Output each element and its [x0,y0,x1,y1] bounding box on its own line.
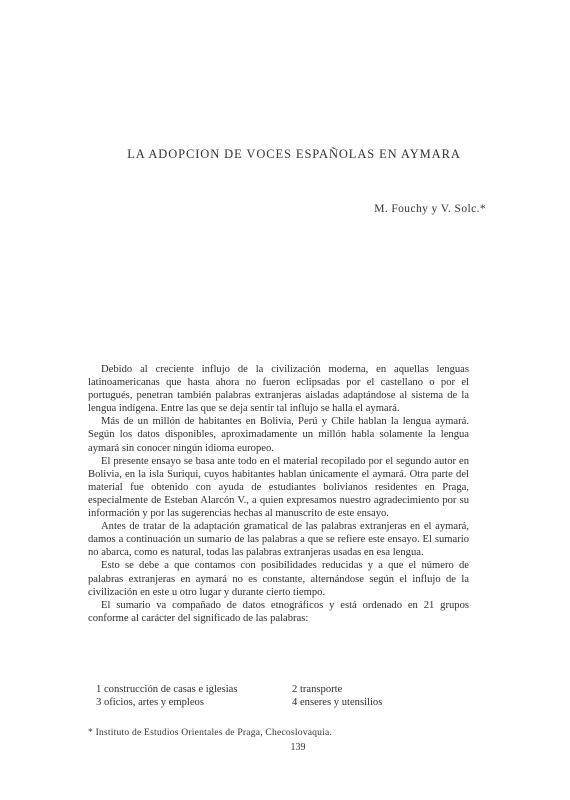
group-list [96,684,426,709]
article-body [88,363,469,625]
paragraph: Antes de tratar de la adaptación gramatical de las palabras extranjeras en el aymará, damos a continuación un sumario de las palabras a que se refiere este ensayo. El sumario no abarca, como es natural, todas las palabras extranjeras usadas en esa lengua. [88,521,469,559]
list-item: 1 construcción de casas e iglesias [96,684,238,695]
paragraph: El sumario va compañado de datos etnográficos y está ordenado en 21 grupos conforme al carácter del significado de las palabras: [88,599,469,624]
list-item: 3 oficios, artes y empleos [96,696,204,708]
article-authors: M. Fouchy y V. Solc.* [374,203,486,215]
article-title: LA ADOPCION DE VOCES ESPAÑOLAS EN AYMARA [127,147,461,161]
paragraph: Más de un millón de habitantes en Bolivia, Perú y Chile hablan la lengua aymará. Según los datos disponibles, aproximadamente un millón habla solamente la lengua aymará sin conocer ningún idioma europeo. [88,416,469,454]
paragraph: Debido al creciente influjo de la civilización moderna, en aquellas lenguas latinoamericanas que hasta ahora no fueron eclipsadas por el castellano o por el portugués, penetran también palabras extranjeras aisladas adaptándose al sistema de la lengua indígena. Entre las que se deja sentir tal influjo se halla el aymará. [88,364,469,415]
list-row [96,697,426,710]
paragraph: El presente ensayo se basa ante todo en el material recopilado por el segundo autor en Bolivia, en la isla Suriqui, cuyos habitantes hablan únicamente el aymará. Otra parte del material fue obtenido con ayuda de estudiantes bolivianos residentes en Praga, especialmente de Esteban Alarcón V., a quien expresamos nuestro agradecimiento por su información y por las sugerencias hechas al manuscrito de este ensayo. [88,455,469,520]
list-item: 2 transporte [292,684,343,695]
paragraph: Esto se debe a que contamos con posibilidades reducidas y a que el número de palabras extranjeras en aymará no es constante, alternándose según el influjo de la civilización en este u otro lugar y durante cierto tiempo. [88,560,469,598]
list-item: 4 enseres y utensilios [292,696,383,708]
footnote: * Instituto de Estudios Orientales de Praga, Checoslovaquia. [88,727,333,738]
page-number: 139 [290,742,306,753]
list-row [96,684,426,697]
